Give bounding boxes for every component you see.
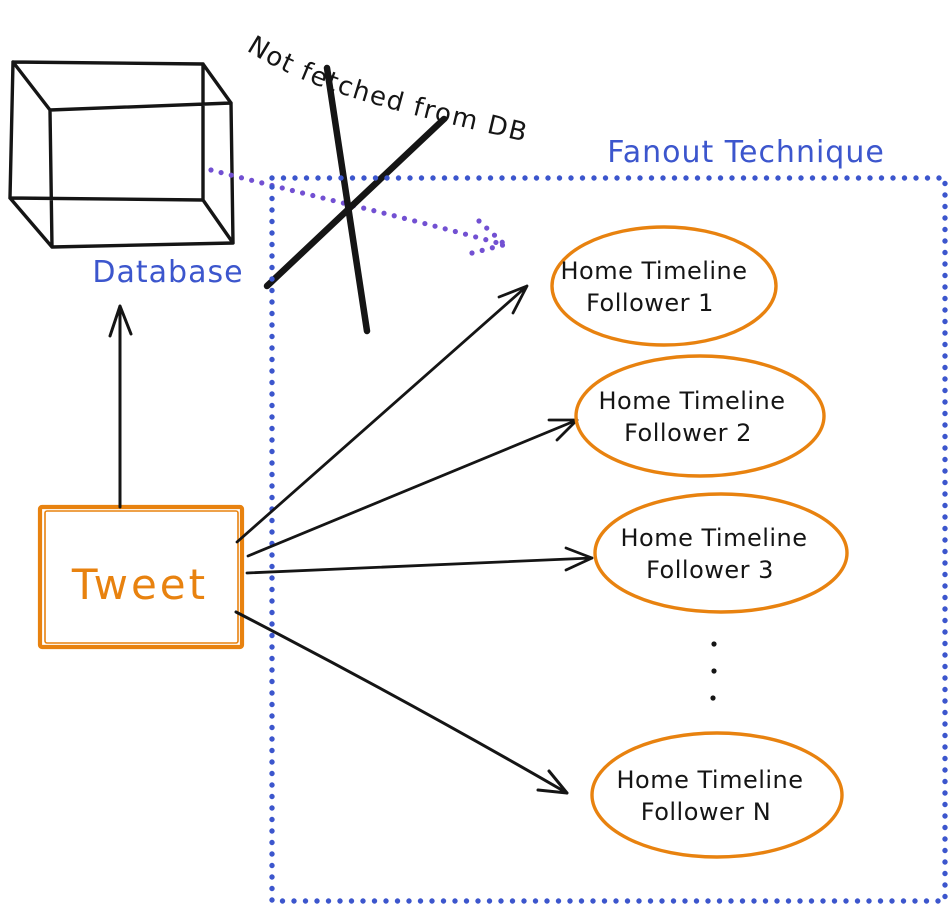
follower-3-ellipse <box>595 494 847 612</box>
follower-2-line2: Follower 2 <box>624 419 752 447</box>
tweet-node <box>40 507 242 647</box>
follower-3-line1: Home Timeline <box>620 524 808 552</box>
arrow-tweet-to-database <box>110 306 131 507</box>
follower-1-ellipse <box>552 227 776 345</box>
follower-1-line2: Follower 1 <box>586 289 714 317</box>
follower-n-ellipse <box>592 733 842 857</box>
arrow-tweet-to-follower-3 <box>247 548 592 573</box>
follower-n-line1: Home Timeline <box>616 766 804 794</box>
not-fetched-annotation: Not fetched from DB <box>242 30 532 149</box>
database-cube-icon <box>10 62 233 247</box>
follower-node-2 <box>576 356 824 476</box>
fanout-title: Fanout Technique <box>607 135 885 170</box>
vertical-ellipsis-icon <box>710 641 716 700</box>
follower-n-line2: Follower N <box>640 798 772 826</box>
dotted-arrow-from-database <box>211 170 503 253</box>
tweet-label: Tweet <box>71 560 209 609</box>
follower-3-line2: Follower 3 <box>646 556 774 584</box>
follower-1-line1: Home Timeline <box>560 257 748 285</box>
arrow-tweet-to-follower-1 <box>237 286 527 542</box>
arrow-tweet-to-follower-n <box>236 612 567 793</box>
database-label: Database <box>92 255 244 290</box>
follower-2-line1: Home Timeline <box>598 387 786 415</box>
follower-node-3 <box>595 494 847 612</box>
follower-node-n <box>592 733 842 857</box>
follower-node-1 <box>552 227 776 345</box>
follower-2-ellipse <box>576 356 824 476</box>
